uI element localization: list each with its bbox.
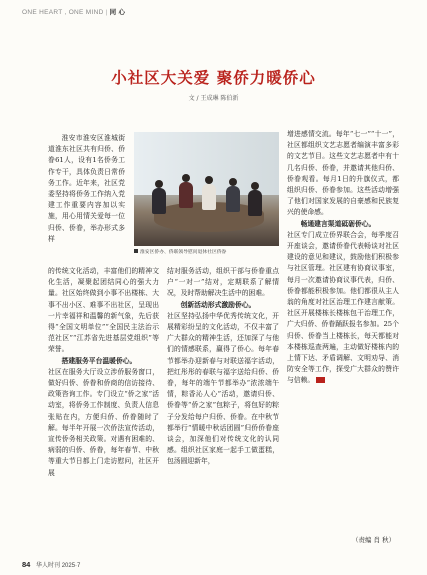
subheading-3: 畅通建言渠道砥砺侨心。	[300, 219, 376, 228]
photo-caption: 淮安区侨办、侨联领导慰问退休社区侨眷	[134, 248, 294, 255]
column-3	[287, 129, 399, 387]
paragraph-intro-start: 淮安市淮安区淮城街道淮东社区共有归侨、侨眷61人，设有1名侨务工作专干，具体负责日常侨务工作。近年来，社区党委坚持将侨务工作纳入党建工作重要内容加以实施，用心用情关爱每一位归侨、侨眷，举办形式多样	[48, 134, 125, 243]
article-byline: 文 / 王成琳 陈伯新	[188, 95, 239, 102]
subheading-1: 搭建服务平台温暖侨心。	[61, 356, 137, 365]
header-section: 同 心	[109, 9, 126, 16]
end-mark-icon	[316, 377, 325, 383]
editor-signoff: （责编 肖 秋）	[352, 536, 396, 544]
subheading-2: 创新活动形式激励侨心。	[180, 300, 256, 309]
column-1	[48, 266, 159, 479]
page-number: 84	[22, 560, 31, 569]
paragraph-intro-end: 的传统文化活动，丰富他们的精神文化生活，凝聚起团结同心的强大力量。社区始终做到小事不出楼栋、大事不出小区、难事不出社区，呈现出一片幸福祥和温馨的新气象，先后获得“全国文明单位”“全国民主法治示范社区”“江苏省先进基层党组织”等荣誉。	[48, 267, 159, 354]
column-2	[167, 266, 279, 468]
caption-square-icon	[134, 249, 138, 253]
page-footer	[22, 560, 80, 569]
paragraph-5: 增进感情交流。每年“七一”“十一”，社区都组织文艺志愿者编演丰富多彩的文艺节目。这些文艺志愿者中有十几名归侨、侨眷，并邀请其他归侨、侨眷观看。每月1日的升旗仪式，都组织归侨、侨眷参加。这些活动增强了他们对国家发展的自豪感和民族复兴的使命感。	[287, 130, 399, 217]
paragraph-6: 社区专门成立侨界联合会，每季度召开座谈会，邀请侨眷代表畅谈对社区建设的意见和建议，鼓励他们积极参与社区管理。社区建有协商议事室，每月一次邀请协商议事代表，归侨、侨眷都能积极参加。他们都很从主人翁的角度对社区治理工作建言献策。社区开展楼栋长楼栋包干治理工作，广大归侨、侨眷踊跃报名参加。25个归侨、侨眷当上楼栋长，每天都能对本楼栋巡查两遍，主动做好楼栋内的上情下达、矛盾调解、文明劝导、消防安全等工作，探受广大群众的赞许与信赖。	[287, 230, 399, 385]
paragraph-2: 社区在服务大厅设立涉侨服务窗口，做好归侨、侨眷和侨商的信访接待、政策咨询工作。专门设立“侨之家”活动室，将侨务工作制度、负责人信息张贴在内，方便归侨、侨眷随时了解。每半年开展一次侨法宣传活动，宣传侨务相关政策。对遇有困难的、病弱的归侨、侨眷，每年春节、中秋等重大节日都上门走访慰问，社区开展	[48, 367, 159, 477]
paragraph-3: 结对服务活动，组织干部与侨眷重点户“一对一”结对，定期联系了解情况，及时帮助解决生活中的困难。	[167, 267, 279, 298]
header-tagline: ONE HEART , ONE MIND	[22, 9, 104, 16]
article-photo	[134, 132, 279, 246]
magazine-name: 华人时刊	[36, 563, 61, 569]
page-header	[22, 7, 125, 16]
issue-number: 2025·7	[61, 563, 81, 569]
article-title: 小社区大关爱 聚侨力暖侨心	[111, 69, 316, 87]
header-separator: |	[105, 9, 108, 16]
paragraph-4: 社区坚持弘扬中华优秀传统文化，开展精彩纷呈的文化活动，不仅丰富了广大群众的精神生活，还加深了与他们的情感联系，赢得了侨心。每年春节都举办迎新春与对联送福字活动，把红彤彤的春联与福字送给归侨、侨眷，每年的端午节都举办“浓浓端午情，粽香沁人心”活动，邀请归侨、侨眷等“侨之家”包粽子，将包好的粽子分发给每户归侨、侨眷。在中秋节都举行“情暖中秋话团圆”归侨侨眷座谈会，加深他们对传统文化的认同感。组织社区家庭一起手工做蛋糕，包汤圆迎新年，	[167, 311, 279, 466]
column-1-top	[48, 133, 125, 245]
